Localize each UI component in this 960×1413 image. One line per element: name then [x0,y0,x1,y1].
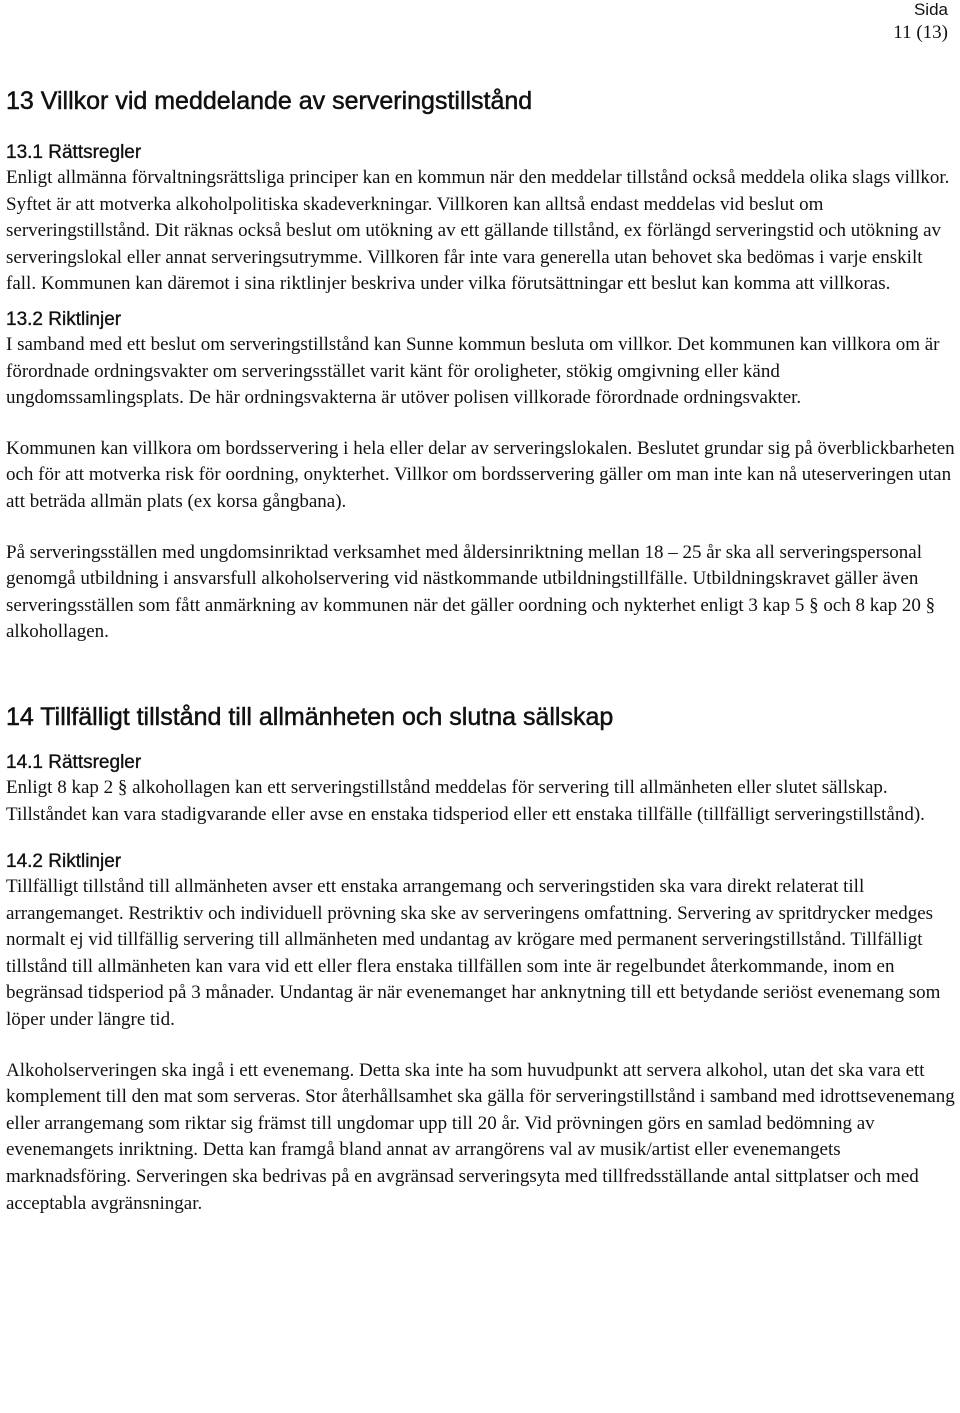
section-13-1-paragraph-1: Enligt allmänna förvaltningsrättsliga principer kan en kommun när den meddelar tillstånd också meddela olika slags villkor. Syftet är att motverka alkoholpolitiska skadeverkningar. Villkoren kan alltså endast meddelas vid beslut om serveringstillstånd. Dit räknas också beslut om utökning av ett gällande tillstånd, ex förlängd serveringstid och utökning av serveringslokal eller annat serveringsutrymme. Villkoren får inte vara generella utan behovet ska bedömas i varje enskilt fall. Kommunen kan däremot i sina riktlinjer beskriva under vilka förutsättningar ett beslut kan komma att villkoras. [6,167,950,295]
section-14-2-heading: 14.2 Riktlinjer [6,851,122,873]
section-14-2-paragraph-1: Tillfälligt tillstånd till allmänheten avser ett enstaka arrangemang och serveringstiden ska vara direkt relaterat till arrangemanget. Restriktiv och individuell prövning ska ske av serveringens omfattning. Servering av spritdrycker medges normalt ej vid tillfällig servering till allmänheten med undantag av krögare med permanent serveringstillstånd. Tillfälligt tillstånd till allmänheten kan vara vid ett eller flera enstaka tillfällen som inte är regelbundet återkommande, inom en begränsad tidsperiod på 3 månader. Undantag är när evenemanget har anknytning till ett betydande seriöst evenemang som löper under längre tid. [6,876,941,1031]
section-13-2-paragraph-1: I samband med ett beslut om serveringstillstånd kan Sunne kommun besluta om villkor. Det kommunen kan villkora om är förordnade ordningsvakter om serveringsstället varit känt för oroligheter, stökig omgivning eller känd ungdomssamlingsplats. De här ordningsvakterna är utöver polisen villkorade förordnade ordningsvakter. [6,333,940,409]
section-14-2-paragraph-2: Alkoholserveringen ska ingå i ett evenemang. Detta ska inte ha som huvudpunkt att servera alkohol, utan det ska vara ett komplement till den mat som serveras. Stor återhållsamhet ska gälla för serveringstillstånd i samband med idrottsevenemang eller arrangemang som riktar sig främst till ungdomar upp till 20 år. Vid prövningen görs en samlad bedömning av evenemangets inriktning. Detta kan framgå bland annat av arrangörens val av musik/artist eller evenemangets marknadsföring. Serveringen ska bedrivas på en avgränsad serveringsyta med tillfredsställande antal sittplatser och med acceptabla avgränsningar. [6,1059,955,1214]
page-label: Sida [913,0,948,19]
section-14-1-heading: 14.1 Rättsregler [6,751,142,773]
section-13-heading: 13 Villkor vid meddelande av serveringstillstånd [6,87,533,115]
page-number: 11 (13) [893,22,948,43]
section-13-2-paragraph-3: På serveringsställen med ungdomsinriktad verksamhet med åldersinriktning mellan 18 – 25 år ska all serveringspersonal genomgå utbildning i ansvarsfull alkoholservering vid nästkommande utbildningstillfälle. Utbildningskravet gäller även serveringsställen som fått anmärkning av kommunen när det gäller oordning och nykterhet enligt 3 kap 5 § och 8 kap 20 § alkohollagen. [6,541,936,643]
section-13-2-heading: 13.2 Riktlinjer [6,308,122,330]
section-14-2 [6,850,956,1217]
section-13-2-paragraph-2: Kommunen kan villkora om bordsservering i hela eller delar av serveringslokalen. Beslutet grundar sig på överblickbarheten och för att motverka risk för oordning, onykterhet. Villkor om bordsservering gäller om man inte kan nå uteserveringen utan att beträda allmän plats (ex korsa gångbana). [6,437,955,512]
document-body [6,86,956,1217]
section-14-1-paragraph-1: Enligt 8 kap 2 § alkohollagen kan ett serveringstillstånd meddelas för servering till allmänheten eller slutet sällskap. Tillståndet kan vara stadigvarande eller avse en enstaka tidsperiod eller ett enstaka tillfälle (tillfälligt serveringstillstånd). [6,776,925,825]
section-13-2 [6,308,956,646]
section-14-heading: 14 Tillfälligt tillstånd till allmänheten och slutna sällskap [6,702,614,731]
section-13-1-heading: 13.1 Rättsregler [6,142,142,163]
page-header [893,0,948,44]
section-13-1 [6,141,956,298]
section-14-1 [6,751,956,828]
